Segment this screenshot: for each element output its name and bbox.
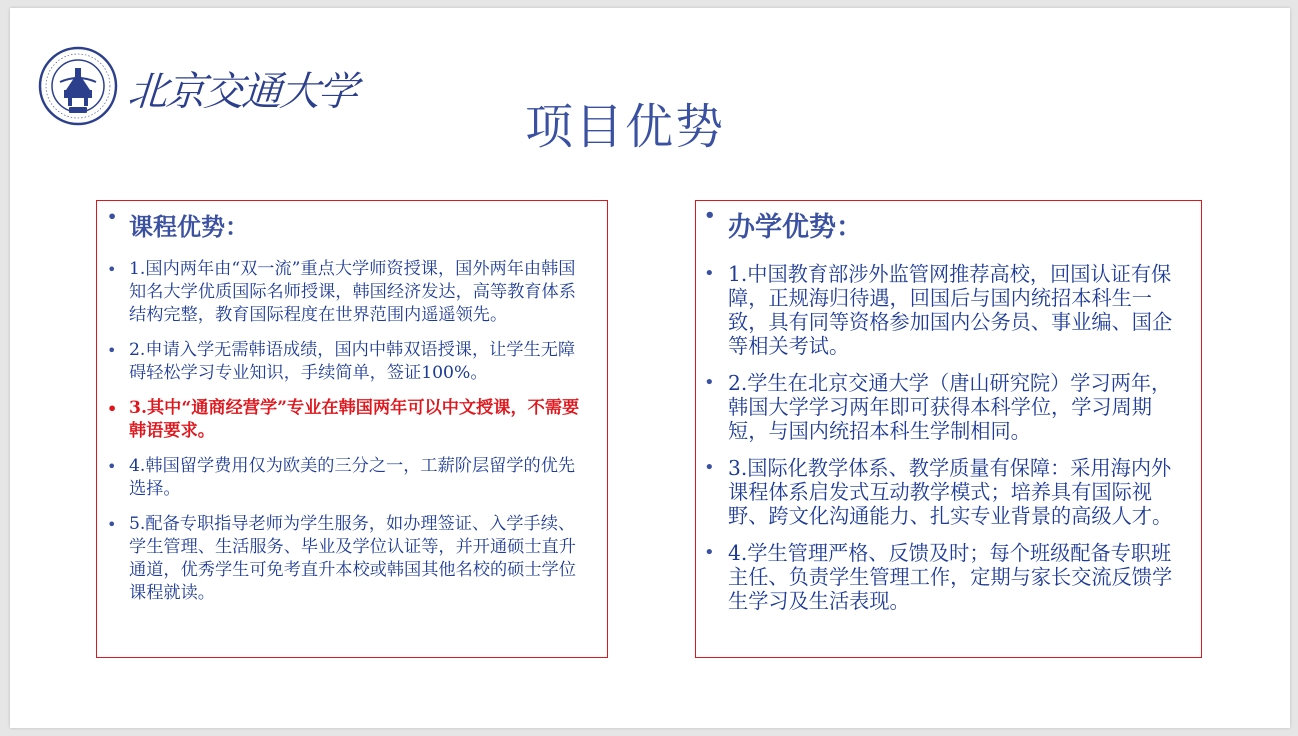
list-item-text: 2.申请入学无需韩语成绩，国内中韩双语授课，让学生无障碍轻松学习专业知识，手续简单，签证100%。 <box>129 340 576 383</box>
list-item-text: 4.学生管理严格、反馈及时；每个班级配备专职班主任、负责学生管理工作，定期与家长交流反馈学生学习及生活表现。 <box>728 541 1173 613</box>
list-item-highlight <box>107 397 591 443</box>
bullet-icon: • <box>704 263 715 284</box>
list-item-text: 1.中国教育部涉外监管网推荐高校，回国认证有保障，正规海归待遇，回国后与国内统招本科生一致，具有同等资格参加国内公务员、事业编、国企等相关考试。 <box>728 262 1173 358</box>
bullet-icon: • <box>107 457 117 476</box>
bullet-icon: • <box>107 260 117 279</box>
bullet-icon: • <box>704 457 715 478</box>
heading-text: 课程优势： <box>129 212 249 241</box>
bullet-icon: • <box>107 207 118 226</box>
list-item <box>704 541 1191 613</box>
bullet-icon: • <box>107 515 117 534</box>
list-item <box>107 258 591 327</box>
heading-text: 办学优势： <box>728 212 863 243</box>
school-advantages-panel <box>695 200 1202 658</box>
list-item <box>107 339 591 385</box>
list-item-text: 3.国际化教学体系、教学质量有保障：采用海内外课程体系启发式互动教学模式；培养具有国际视野、跨文化沟通能力、扎实专业背景的高级人才。 <box>728 456 1173 528</box>
list-item-text: 5.配备专职指导老师为学生服务，如办理签证、入学手续、学生管理、生活服务、毕业及学位认证等，并开通硕士直升通道，优秀学生可免考直升本校或韩国其他名校的硕士学位课程就读。 <box>129 514 576 603</box>
university-name-logo: 北京交通大学 <box>126 69 358 115</box>
slide <box>10 8 1290 728</box>
school-advantages-heading <box>704 205 1191 244</box>
bullet-icon: • <box>107 341 117 360</box>
list-item <box>107 455 591 501</box>
bullet-icon: • <box>107 399 118 418</box>
list-item <box>704 371 1191 443</box>
bullet-icon: • <box>704 205 716 226</box>
course-advantages-heading <box>107 207 591 242</box>
course-advantages-panel <box>96 200 608 658</box>
bullet-icon: • <box>704 542 715 563</box>
list-item <box>704 456 1191 528</box>
list-item-text: 3.其中“通商经营学”专业在韩国两年可以中文授课，不需要韩语要求。 <box>129 398 580 441</box>
page-title: 项目优势 <box>524 99 725 155</box>
list-item-text: 1.国内两年由“双一流”重点大学师资授课，国外两年由韩国知名大学优质国际名师授课，韩国经济发达，高等教育体系结构完整，教育国际程度在世界范围内遥遥领先。 <box>129 259 576 325</box>
list-item <box>704 262 1191 358</box>
list-item <box>107 513 591 605</box>
list-item-text: 2.学生在北京交通大学（唐山研究院）学习两年，韩国大学学习两年即可获得本科学位，学习周期短，与国内统招本科生学制相同。 <box>728 371 1172 443</box>
list-item-text: 4.韩国留学费用仅为欧美的三分之一，工薪阶层留学的优先选择。 <box>129 456 576 499</box>
bullet-icon: • <box>704 372 715 393</box>
